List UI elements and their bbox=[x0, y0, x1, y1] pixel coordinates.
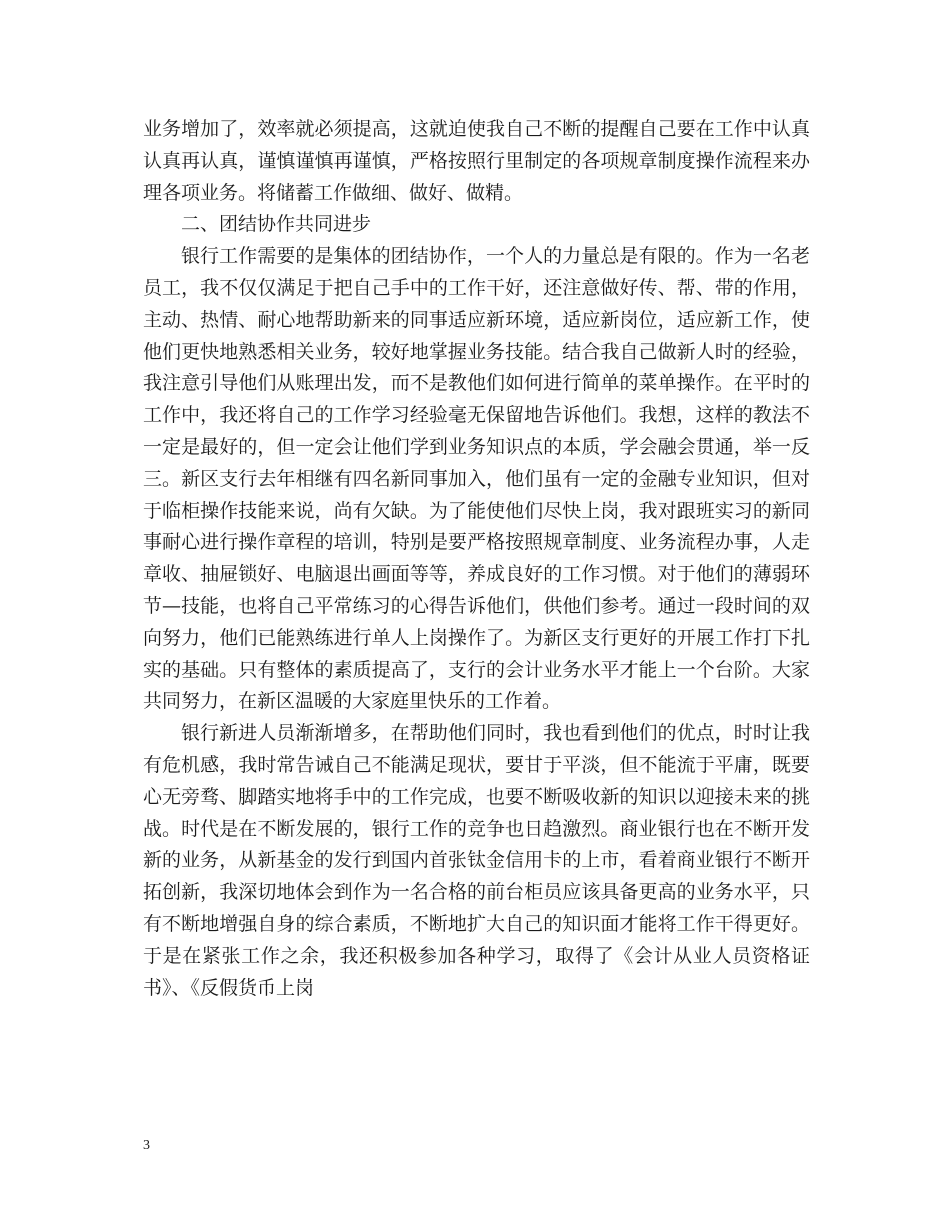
paragraph-continuation: 业务增加了，效率就必须提高，这就迫使我自己不断的提醒自己要在工作中认真认真再认真，谨慎谨慎再谨慎，严格按照行里制定的各项规章制度操作流程来办理各项业务。将储蓄工作做细、做好、做精。 bbox=[143, 118, 810, 204]
paragraph: 银行新进人员渐渐增多，在帮助他们同时，我也看到他们的优点，时时让我有危机感，我时常告诫自己不能满足现状，要甘于平淡，但不能流于平庸，既要心无旁骛、脚踏实地将手中的工作完成，也要不断吸收新的知识以迎接未来的挑战。时代是在不断发展的，银行工作的竞争也日趋激烈。商业银行也在不断开发新的业务，从新基金的发行到国内首张钛金信用卡的上市，看着商业银行不断开拓创新，我深切地体会到作为一名合格的前台柜员应该具备更高的业务水平，只有不断地增强自身的综合素质，不断地扩大自己的知识面才能将工作干得更好。于是在紧张工作之余，我还积极参加各种学习，取得了《会计从业人员资格证书》、《反假货币上岗 bbox=[143, 722, 810, 999]
section-heading: 二、团结协作共同进步 bbox=[181, 213, 372, 236]
paragraph: 银行工作需要的是集体的团结协作，一个人的力量总是有限的。作为一名老员工，我不仅仅满足于把自己手中的工作干好，还注意做好传、帮、带的作用，主动、热情、耐心地帮助新来的同事适应新环境，适应新岗位，适应新工作，使他们更快地熟悉相关业务，较好地掌握业务技能。结合我自己做新人时的经验，我注意引导他们从账理出发，而不是教他们如何进行简单的菜单操作。在平时的工作中，我还将自己的工作学习经验毫无保留地告诉他们。我想，这样的教法不一定是最好的，但一定会让他们学到业务知识点的本质，学会融会贯通，举一反三。新区支行去年相继有四名新同事加入，他们虽有一定的金融专业知识，但对于临柜操作技能来说，尚有欠缺。为了能使他们尽快上岗，我对跟班实习的新同事耐心进行操作章程的培训，特别是要严格按照规章制度、业务流程办事，人走章收、抽屉锁好、电脑退出画面等等，养成良好的工作习惯。对于他们的薄弱环节—技能，也将自己平常练习的心得告诉他们，供他们参考。通过一段时间的双向努力，他们已能熟练进行单人上岗操作了。为新区支行更好的开展工作打下扎实的基础。只有整体的素质提高了，支行的会计业务水平才能上一个台阶。大家共同努力，在新区温暖的大家庭里快乐的工作着。 bbox=[143, 245, 810, 713]
body-text bbox=[143, 114, 810, 1004]
page-number: 3 bbox=[143, 1138, 150, 1153]
